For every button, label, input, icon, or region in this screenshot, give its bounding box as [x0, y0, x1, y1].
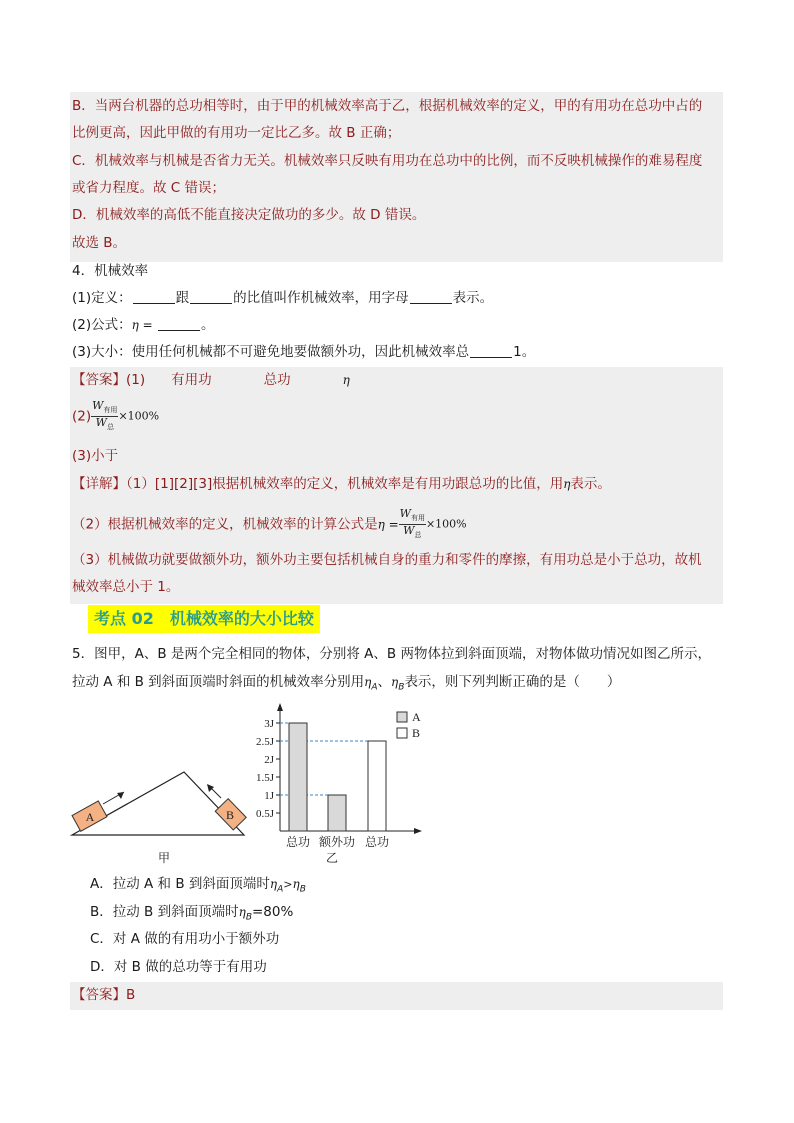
answer-line-3: (3)小于	[72, 448, 119, 464]
detail-efficiency-fraction	[399, 508, 426, 541]
eta-a-subscript: A	[371, 682, 378, 693]
incline-diagram	[72, 772, 246, 865]
legend-b-swatch	[397, 728, 407, 738]
stem-separator: 、	[377, 674, 392, 690]
answer-total-work: 总功	[263, 372, 291, 388]
answer-label: 【答案】	[72, 372, 126, 388]
question-5-answer: 【答案】B	[72, 987, 136, 1003]
detail-1-end: 表示。	[570, 476, 611, 492]
stem-text-b: 表示，则下列判断正确的是（ ）	[404, 674, 621, 690]
block-a	[72, 801, 107, 832]
option-b-eta: η	[238, 905, 246, 919]
detail-1-text: （1）[1][2][3]根据机械效率的定义，机械效率是有用功跟总功的比值，用	[126, 476, 564, 492]
option-c[interactable]: C．对 A 做的有用功小于额外功	[90, 931, 280, 947]
explanation-conclusion: 故选 B。	[72, 235, 127, 251]
option-d[interactable]: D．对 B 做的总功等于有用功	[90, 959, 267, 975]
detail-line-3b: 械效率总小于 1。	[72, 579, 180, 595]
figure-right-caption: 乙	[325, 851, 339, 865]
item-1-text-b: 跟	[175, 290, 190, 306]
option-a-eta1: η	[269, 877, 278, 891]
answer-eta: η	[342, 373, 350, 387]
y-tick-label: 1J	[264, 790, 274, 802]
bar-3	[368, 741, 386, 831]
item-3-end: 1。	[513, 344, 536, 360]
item-1-text-c: 的比值叫作机械效率，用字母	[233, 290, 409, 306]
question-4-item-3	[72, 342, 724, 362]
option-c-explanation-line1: C．机械效率与机械是否省力无关。机械效率只反映有用功在总功中的比例，而不反映机械操作的难易程度	[72, 153, 703, 169]
detail-eta: η	[563, 477, 571, 491]
category-label: 总功	[285, 835, 311, 849]
y-tick-label: 3J	[264, 718, 274, 730]
detail-line-3a: （3）机械做功就要做额外功，额外功主要包括机械自身的重力和零件的摩擦，有用功总是小于总功，故机	[72, 552, 702, 568]
option-b[interactable]	[90, 902, 742, 928]
item-1-text-d: 表示。	[452, 290, 494, 306]
times-100-percent: ×100%	[118, 409, 160, 423]
eta-b: η	[391, 675, 399, 689]
item-3-text: (3)大小：使用任何机械都不可避免地要做额外功，因此机械效率总	[72, 344, 470, 360]
y-tick-label: 2J	[264, 754, 274, 766]
answer-line-1	[72, 370, 724, 390]
denominator-subscript: 总	[414, 531, 422, 540]
detail-line-1	[72, 474, 724, 494]
question-4-item-2	[72, 315, 724, 335]
item-2-prefix: (2)公式：	[72, 317, 132, 333]
efficiency-fraction	[91, 400, 118, 433]
answer-blank	[158, 316, 200, 331]
numerator-subscript: 有用	[410, 514, 425, 523]
y-tick-label: 1.5J	[255, 772, 274, 784]
question-5-figure	[60, 700, 440, 870]
x-axis-arrow	[414, 828, 422, 834]
option-a-sub1: A	[277, 884, 284, 895]
y-axis-arrow	[277, 703, 283, 711]
option-d-explanation: D．机械效率的高低不能直接决定做功的多少。故 D 错误。	[72, 207, 426, 223]
answer-line-2	[72, 400, 724, 434]
option-a-gt: >	[283, 878, 293, 891]
option-c-explanation-line2: 或省力程度。故 C 错误；	[72, 180, 226, 196]
legend-a-swatch	[397, 712, 407, 722]
option-b-explanation-line1: B．当两台机器的总功相等时，由于甲的机械效率高于乙，根据机械效率的定义，甲的有用功在总功中占的	[72, 98, 703, 114]
chart-legend	[397, 710, 421, 740]
legend-a-label: A	[412, 710, 421, 724]
question-5-stem-line1: 5．图甲，A、B 是两个完全相同的物体，分别将 A、B 两物体拉到斜面顶端，对物体做功情况如图乙所示，	[72, 646, 711, 662]
answer-2-number: (2)	[72, 408, 92, 425]
section-heading: 考点 02 机械效率的大小比较	[88, 605, 320, 633]
fraction-numerator: W	[399, 507, 411, 520]
eta-a: η	[364, 675, 372, 689]
item-2-end: 。	[200, 317, 215, 333]
y-tick-label: 2.5J	[255, 736, 274, 748]
answer-blank	[133, 289, 175, 304]
option-b-value: =80%	[252, 904, 294, 920]
denominator-subscript: 总	[106, 423, 114, 432]
eta-symbol: η =	[131, 318, 153, 332]
arrow-b-head	[207, 784, 214, 792]
fraction-denominator: W	[95, 416, 107, 430]
answer-blank	[470, 343, 512, 358]
figure-left-caption: 甲	[157, 851, 171, 865]
work-bar-chart	[256, 703, 422, 865]
answer-useful-work: 有用功	[171, 372, 212, 388]
category-label: 总功	[364, 835, 390, 849]
option-a-sub2: B	[299, 884, 306, 895]
question-4-item-1	[72, 288, 724, 308]
question-4-title: 4．机械效率	[72, 263, 149, 279]
item-1-prefix: (1)定义：	[72, 290, 132, 306]
eta-b-subscript: B	[398, 682, 405, 693]
answer-blank	[190, 289, 232, 304]
legend-b-label: B	[412, 726, 421, 740]
fraction-numerator: W	[92, 399, 104, 412]
option-b-text: B．拉动 B 到斜面顶端时	[90, 904, 239, 920]
bar-2	[328, 795, 346, 831]
detail-times-100-percent: ×100%	[425, 517, 467, 531]
option-b-explanation-line2: 比例更高，因此甲做的有用功一定比乙多。故 B 正确；	[72, 125, 401, 141]
stem-text-a: 拉动 A 和 B 到斜面顶端时斜面的机械效率分别用	[72, 674, 365, 690]
option-a-text: A．拉动 A 和 B 到斜面顶端时	[90, 876, 270, 892]
block-b-label: B	[225, 808, 235, 822]
option-a[interactable]	[90, 874, 742, 900]
answer-1-number: (1)	[126, 372, 146, 388]
fraction-denominator: W	[403, 524, 415, 538]
bar-1	[289, 723, 307, 831]
option-b-sub: B	[245, 912, 252, 923]
block-b	[215, 799, 246, 830]
y-tick-label: 0.5J	[255, 808, 274, 820]
numerator-subscript: 有用	[103, 406, 118, 415]
option-a-eta2: η	[292, 877, 300, 891]
question-5-stem-line2	[72, 672, 724, 698]
detail-label: 【详解】	[72, 476, 126, 492]
answer-blank	[410, 289, 452, 304]
detail-eta-eq: η =	[377, 517, 399, 532]
category-label: 额外功	[318, 835, 356, 849]
block-a-label: A	[85, 810, 95, 824]
detail-2-text: （2）根据机械效率的定义，机械效率的计算公式是	[72, 516, 378, 533]
detail-line-2	[72, 508, 724, 542]
